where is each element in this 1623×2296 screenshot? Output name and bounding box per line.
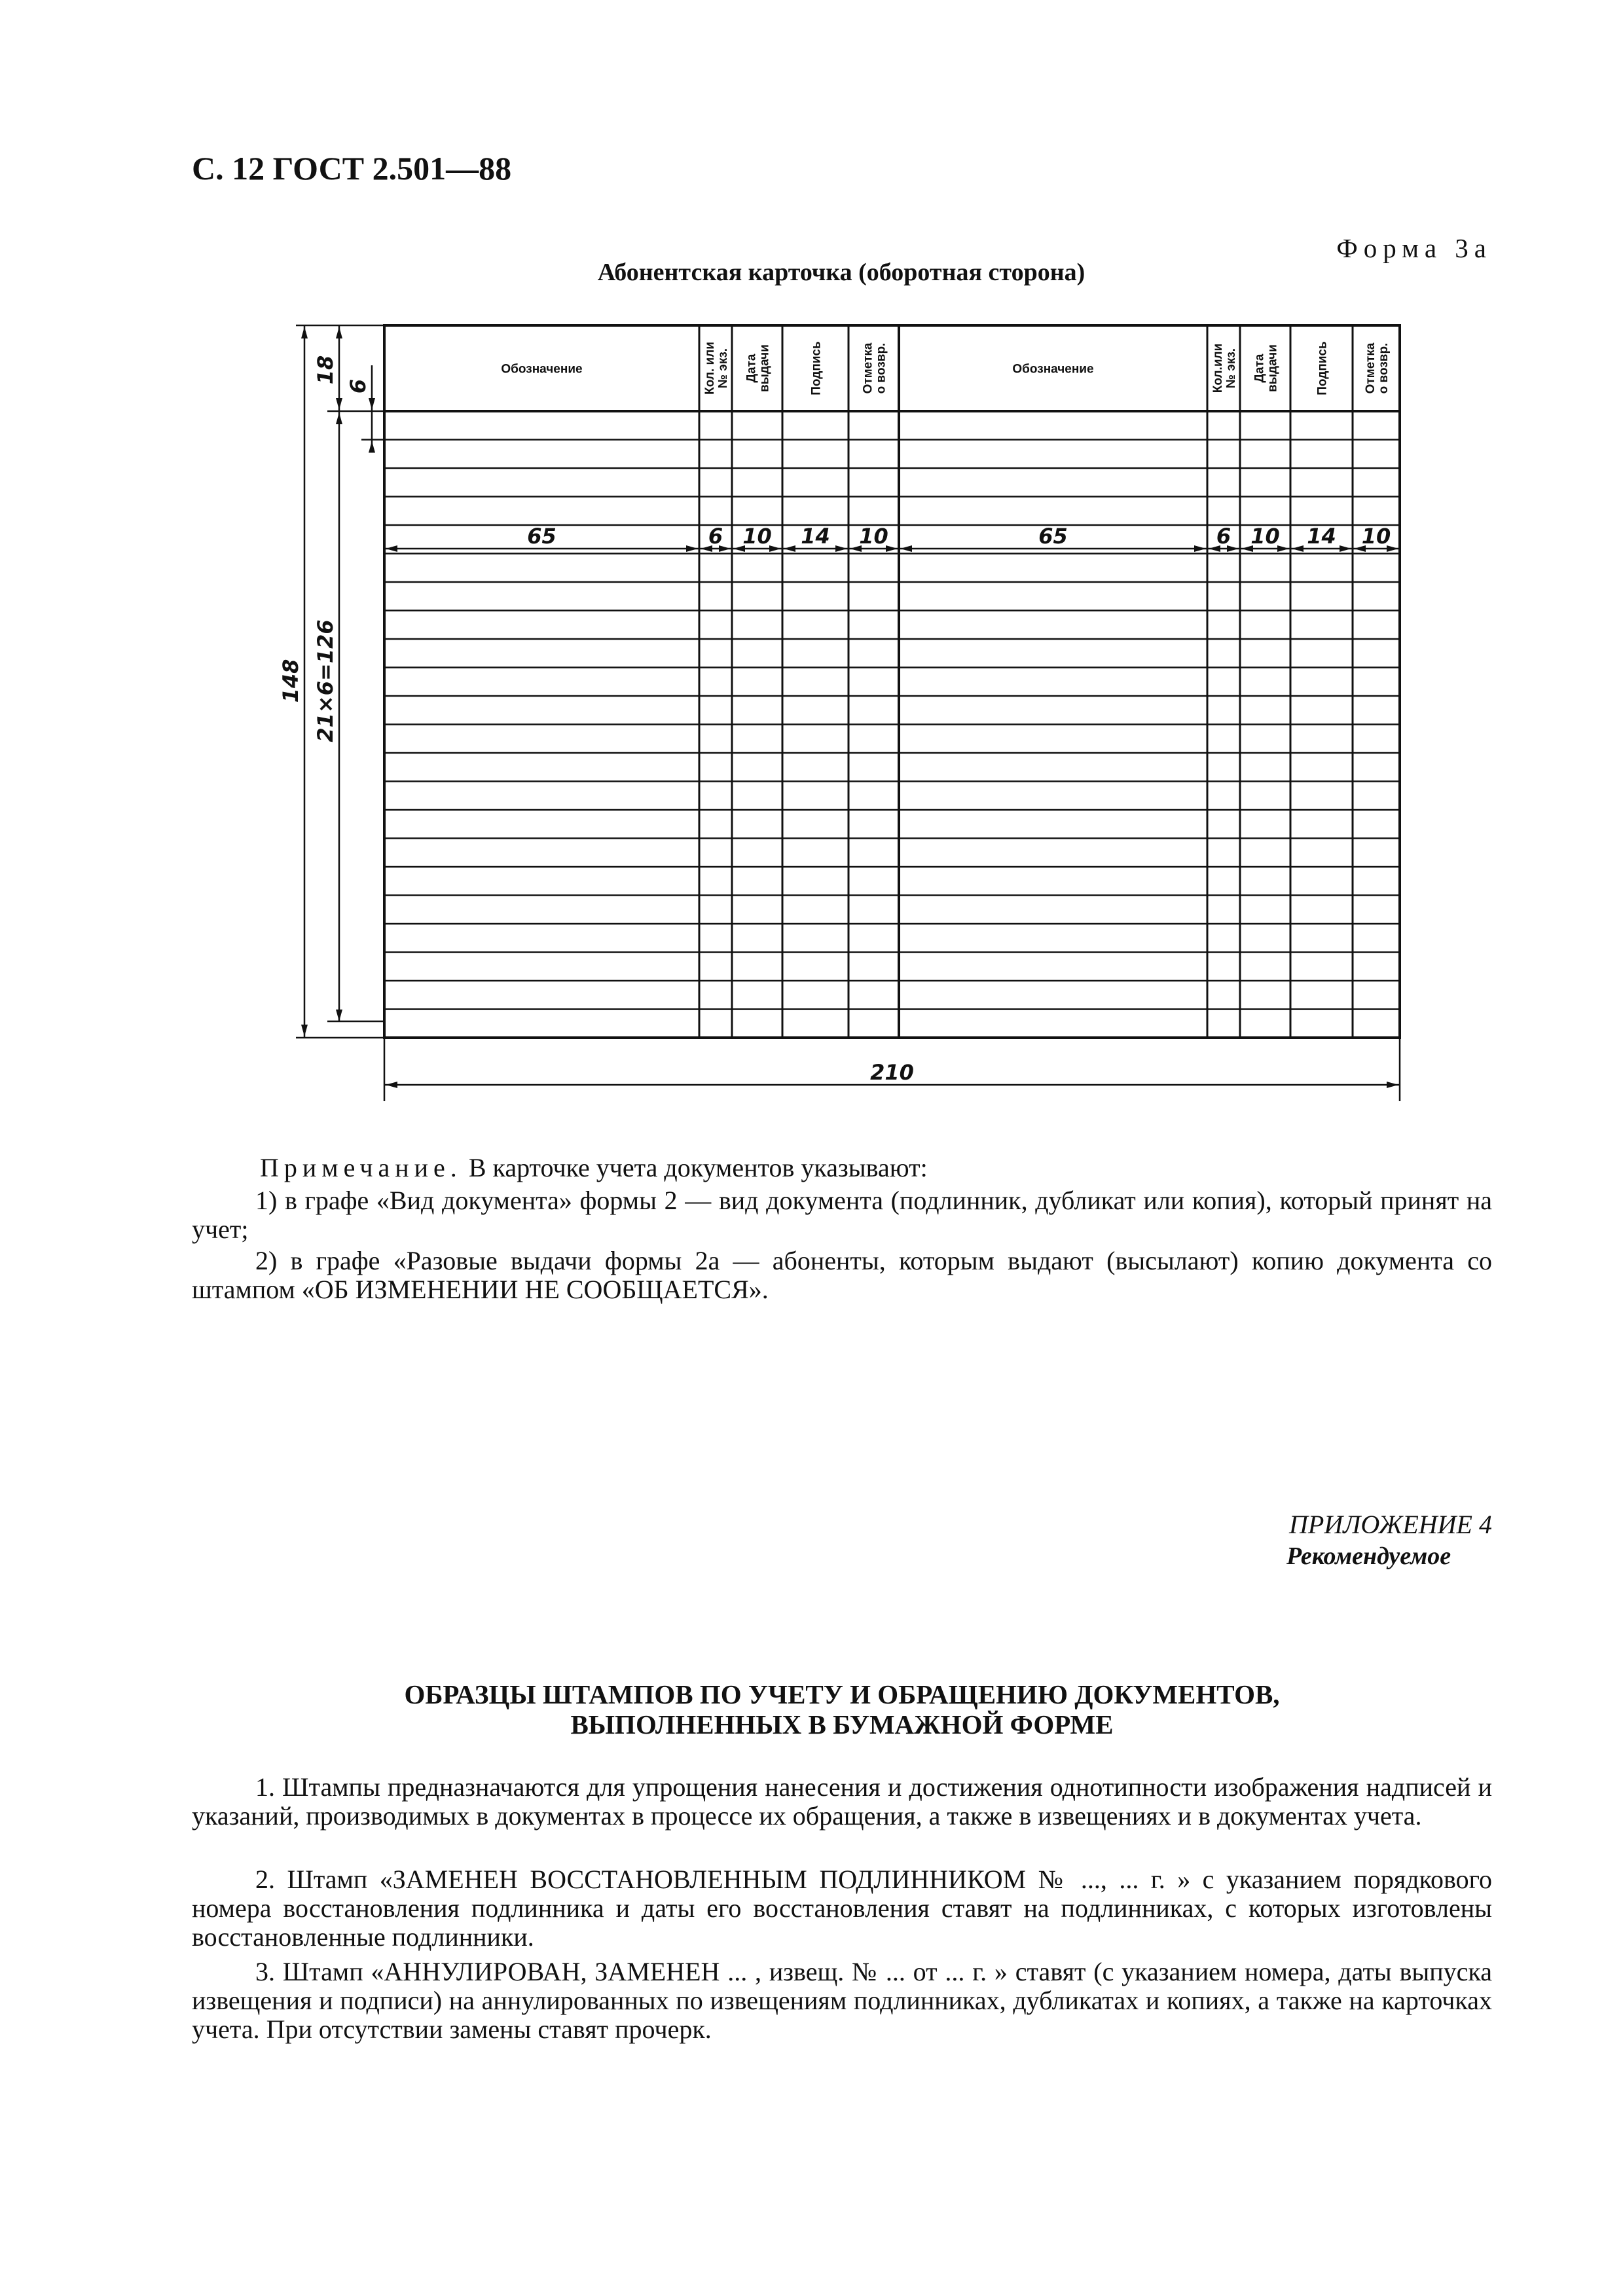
column-header-right-5: [1364, 342, 1391, 393]
section-title: [192, 1679, 1492, 1740]
note-lead: Примечание.: [260, 1153, 462, 1182]
column-header-right-2-line: Кол.или: [1211, 343, 1225, 393]
dimension-arrowhead: [369, 441, 375, 453]
column-header-right-3-line: выдачи: [1266, 344, 1280, 392]
column-width-label: 10: [1361, 524, 1391, 549]
height-dimension-label-total: 148: [278, 659, 303, 703]
dimension-arrowhead: [900, 545, 912, 552]
dimension-arrowhead: [301, 327, 308, 338]
dimension-arrowhead: [835, 545, 847, 552]
dimension-arrowhead: [1194, 545, 1206, 552]
dimension-arrowhead: [336, 327, 342, 338]
column-width-label: 65: [527, 524, 556, 549]
section-title-line-2: ВЫПОЛНЕННЫХ В БУМАЖНОЙ ФОРМЕ: [570, 1709, 1114, 1740]
column-width-label: 6: [1216, 524, 1231, 549]
width-dimension-label: 210: [870, 1060, 914, 1085]
section-title-line-1: ОБРАЗЦЫ ШТАМПОВ ПО УЧЕТУ И ОБРАЩЕНИЮ ДОКУМЕНТОВ,: [404, 1679, 1280, 1709]
dimension-arrowhead: [784, 545, 795, 552]
column-header-right-4-line: Подпись: [1315, 341, 1330, 395]
note-item-2: 2) в графе «Разовые выдачи формы 2а — абоненты, которым выдают (высылают) копию документа со штампом «ОБ ИЗМЕНЕНИИ НЕ СООБЩАЕТСЯ».: [192, 1246, 1492, 1304]
column-header-left-1: Обозначение: [501, 362, 583, 376]
dimension-arrowhead: [386, 545, 397, 552]
table-frame: [384, 325, 1400, 1038]
note-intro: [192, 1154, 1492, 1182]
note-intro-text: В карточке учета документов указывают:: [468, 1153, 928, 1182]
column-header-right-3: [1253, 344, 1280, 392]
dimension-arrowhead: [686, 545, 698, 552]
column-header-right-1: Обозначение: [1012, 362, 1094, 376]
column-header-left-3-line: выдачи: [757, 344, 772, 392]
appendix-title: ПРИЛОЖЕНИЕ 4: [1289, 1510, 1492, 1539]
column-header-right-5-line: Отметка: [1364, 342, 1377, 394]
column-header-left-5-line: Отметка: [861, 342, 875, 394]
page-header: С. 12 ГОСТ 2.501—88: [192, 150, 512, 187]
column-header-right-2: [1211, 344, 1238, 393]
column-header-left-4-line: Подпись: [809, 341, 824, 395]
column-width-label: 10: [742, 524, 772, 549]
column-header-right-5-line: о возвр.: [1377, 342, 1391, 394]
card-title: Абонентская карточка (оборотная сторона): [597, 259, 1085, 286]
appendix-status: Рекомендуемое: [1286, 1542, 1451, 1570]
height-dimension-label-row: 6: [346, 378, 371, 394]
column-width-label: 10: [1250, 524, 1280, 549]
column-header-left-2-line: Кол. или: [703, 342, 717, 395]
dimension-arrowhead: [1292, 545, 1304, 552]
column-header-left-4: [810, 341, 824, 395]
column-header-left-3: [745, 344, 772, 392]
dimension-arrowhead: [336, 398, 342, 410]
column-header-right-3-line: Дата: [1252, 354, 1267, 383]
column-width-label: 10: [859, 524, 888, 549]
column-width-label: 14: [1307, 524, 1336, 549]
form-label: Форма 3а: [1336, 233, 1492, 263]
column-width-label: 14: [801, 524, 830, 549]
column-header-left-2-line: № экз.: [716, 348, 730, 389]
column-width-label: 6: [708, 524, 723, 549]
dimension-arrowhead: [1340, 545, 1351, 552]
column-header-left-5-line: о возвр.: [874, 342, 888, 394]
column-header-right-2-line: № экз.: [1224, 348, 1238, 389]
section-paragraph-3: 3. Штамп «АННУЛИРОВАН, ЗАМЕНЕН ... , извещ. № ... от ... г. » ставят (с указанием номера, даты выпуска извещения и подписи) на аннулированных по извещениям подлинниках, дубликатах и копиях, а также на карточках учета. При отсутствии замены ставят прочерк.: [192, 1957, 1492, 2044]
dimension-arrowhead: [369, 398, 375, 410]
column-header-right-4: [1316, 341, 1330, 395]
dimension-arrowhead: [301, 1025, 308, 1036]
height-dimension-label-rows: 21×6=126: [313, 619, 338, 742]
dimension-arrowhead: [1387, 1082, 1398, 1088]
dimension-arrowhead: [386, 1082, 397, 1088]
note-item-1: 1) в графе «Вид документа» формы 2 — вид документа (подлинник, дубликат или копия), который принят на учет;: [192, 1186, 1492, 1244]
column-width-label: 65: [1038, 524, 1068, 549]
section-paragraph-2: 2. Штамп «ЗАМЕНЕН ВОССТАНОВЛЕННЫМ ПОДЛИННИКОМ № ..., ... г. » с указанием порядкового номера восстановления подлинника и даты его восстановления ставят на подлинниках, с которых изготовлены восстановленные подлинники.: [192, 1865, 1492, 1952]
column-header-left-3-line: Дата: [744, 354, 759, 383]
height-dimension-label-header: 18: [313, 355, 338, 385]
column-header-left-2: [703, 342, 730, 395]
subscriber-card-table-drawing: [0, 0, 1623, 1126]
dimension-arrowhead: [336, 1010, 342, 1021]
section-paragraph-1: 1. Штампы предназначаются для упрощения нанесения и достижения однотипности изображения надписей и указаний, производимых в документах в процессе их обращения, а также в извещениях и в документах учета.: [192, 1772, 1492, 1831]
column-header-left-5: [862, 342, 888, 393]
dimension-arrowhead: [336, 412, 342, 424]
